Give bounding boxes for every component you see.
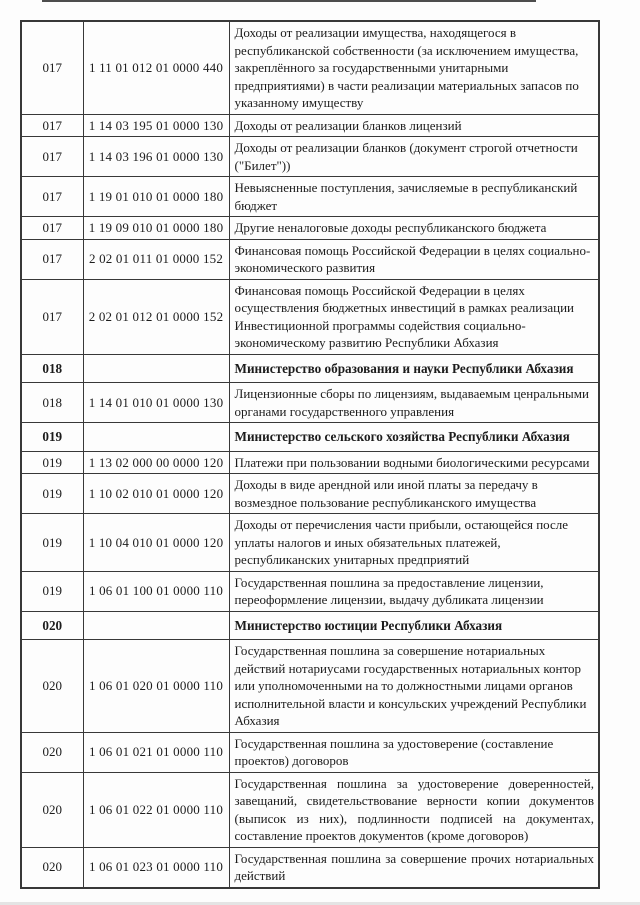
admin-code-cell: 020 xyxy=(21,847,83,888)
budget-classification-table xyxy=(20,20,600,889)
admin-code-cell: 018 xyxy=(21,383,83,423)
budget-code-cell: 1 19 09 010 01 0000 180 xyxy=(83,217,229,240)
admin-code-cell: 017 xyxy=(21,239,83,279)
admin-code-cell: 017 xyxy=(21,137,83,177)
table-row xyxy=(21,279,599,354)
table-row xyxy=(21,21,599,114)
budget-code-cell: 1 10 04 010 01 0000 120 xyxy=(83,514,229,572)
table-row xyxy=(21,514,599,572)
description-cell: Министерство образования и науки Республики Абхазия xyxy=(229,354,599,383)
table-body xyxy=(21,21,599,888)
description-cell: Финансовая помощь Российской Федерации в целях осуществления бюджетных инвестиций в рамках реализации Инвестиционной программы содействия социально-экономическому развитию Республики Абхазия xyxy=(229,279,599,354)
description-cell: Государственная пошлина за совершение нотариальных действий нотариусами государственных нотариальных контор или уполномоченными на то должностными лицами органов исполнительной власти и консульских учреждений Республики Абхазия xyxy=(229,640,599,733)
description-cell: Доходы от реализации имущества, находящегося в республиканской собственности (за исключением имущества, закреплённого за государственными унитарными предприятиями) в части реализации материальных запасов по указанному имуществу xyxy=(229,21,599,114)
admin-code-cell: 019 xyxy=(21,514,83,572)
admin-code-cell: 019 xyxy=(21,474,83,514)
description-cell: Финансовая помощь Российской Федерации в целях социально-экономического развития xyxy=(229,239,599,279)
description-cell: Доходы в виде арендной или иной платы за передачу в возмездное пользование республиканского имущества xyxy=(229,474,599,514)
budget-code-cell: 1 06 01 021 01 0000 110 xyxy=(83,732,229,772)
table-row xyxy=(21,474,599,514)
admin-code-cell: 020 xyxy=(21,772,83,847)
admin-code-cell: 017 xyxy=(21,114,83,137)
admin-code-cell: 017 xyxy=(21,217,83,240)
budget-code-cell: 1 11 01 012 01 0000 440 xyxy=(83,21,229,114)
description-cell: Другие неналоговые доходы республиканского бюджета xyxy=(229,217,599,240)
table-row xyxy=(21,383,599,423)
budget-code-cell: 2 02 01 012 01 0000 152 xyxy=(83,279,229,354)
budget-code-cell: 1 06 01 023 01 0000 110 xyxy=(83,847,229,888)
budget-code-cell xyxy=(83,354,229,383)
budget-code-cell: 1 14 01 010 01 0000 130 xyxy=(83,383,229,423)
scan-edge-artifact-top xyxy=(42,0,536,2)
table-row xyxy=(21,772,599,847)
budget-code-cell: 1 19 01 010 01 0000 180 xyxy=(83,177,229,217)
description-cell: Доходы от перечисления части прибыли, остающейся после уплаты налогов и иных обязательных платежей, республиканских унитарных предприятий xyxy=(229,514,599,572)
description-cell: Невыясненные поступления, зачисляемые в республиканский бюджет xyxy=(229,177,599,217)
budget-code-cell: 1 06 01 022 01 0000 110 xyxy=(83,772,229,847)
table-row xyxy=(21,217,599,240)
budget-code-cell: 1 10 02 010 01 0000 120 xyxy=(83,474,229,514)
table-row xyxy=(21,611,599,640)
admin-code-cell: 019 xyxy=(21,423,83,452)
budget-code-cell: 1 06 01 100 01 0000 110 xyxy=(83,571,229,611)
table-row xyxy=(21,571,599,611)
table-row xyxy=(21,137,599,177)
table-row xyxy=(21,451,599,474)
table-row xyxy=(21,177,599,217)
description-cell: Государственная пошлина за предоставление лицензии, переоформление лицензии, выдачу дубликата лицензии xyxy=(229,571,599,611)
admin-code-cell: 019 xyxy=(21,451,83,474)
admin-code-cell: 017 xyxy=(21,177,83,217)
description-cell: Министерство юстиции Республики Абхазия xyxy=(229,611,599,640)
table-row xyxy=(21,239,599,279)
description-cell: Государственная пошлина за удостоверение доверенностей, завещаний, свидетельствование верности копии документов (выписок из них), подлинности подписей на документах, составление проектов документов (кроме договоров) xyxy=(229,772,599,847)
description-cell: Доходы от реализации бланков лицензий xyxy=(229,114,599,137)
budget-code-cell: 1 13 02 000 00 0000 120 xyxy=(83,451,229,474)
table-row xyxy=(21,847,599,888)
description-cell: Доходы от реализации бланков (документ строгой отчетности ("Билет")) xyxy=(229,137,599,177)
description-cell: Платежи при пользовании водными биологическими ресурсами xyxy=(229,451,599,474)
admin-code-cell: 017 xyxy=(21,21,83,114)
budget-code-cell: 1 14 03 196 01 0000 130 xyxy=(83,137,229,177)
table-row xyxy=(21,423,599,452)
admin-code-cell: 020 xyxy=(21,732,83,772)
budget-code-cell: 2 02 01 011 01 0000 152 xyxy=(83,239,229,279)
admin-code-cell: 018 xyxy=(21,354,83,383)
table-row xyxy=(21,114,599,137)
admin-code-cell: 017 xyxy=(21,279,83,354)
admin-code-cell: 020 xyxy=(21,640,83,733)
table-row xyxy=(21,640,599,733)
budget-code-cell: 1 06 01 020 01 0000 110 xyxy=(83,640,229,733)
budget-code-cell xyxy=(83,611,229,640)
description-cell: Министерство сельского хозяйства Республики Абхазия xyxy=(229,423,599,452)
admin-code-cell: 019 xyxy=(21,571,83,611)
table-row xyxy=(21,732,599,772)
table-row xyxy=(21,354,599,383)
description-cell: Государственная пошлина за совершение прочих нотариальных действий xyxy=(229,847,599,888)
budget-code-cell: 1 14 03 195 01 0000 130 xyxy=(83,114,229,137)
description-cell: Государственная пошлина за удостоверение (составление проектов) договоров xyxy=(229,732,599,772)
admin-code-cell: 020 xyxy=(21,611,83,640)
description-cell: Лицензионные сборы по лицензиям, выдаваемым ценральными органами государственного управления xyxy=(229,383,599,423)
budget-code-cell xyxy=(83,423,229,452)
